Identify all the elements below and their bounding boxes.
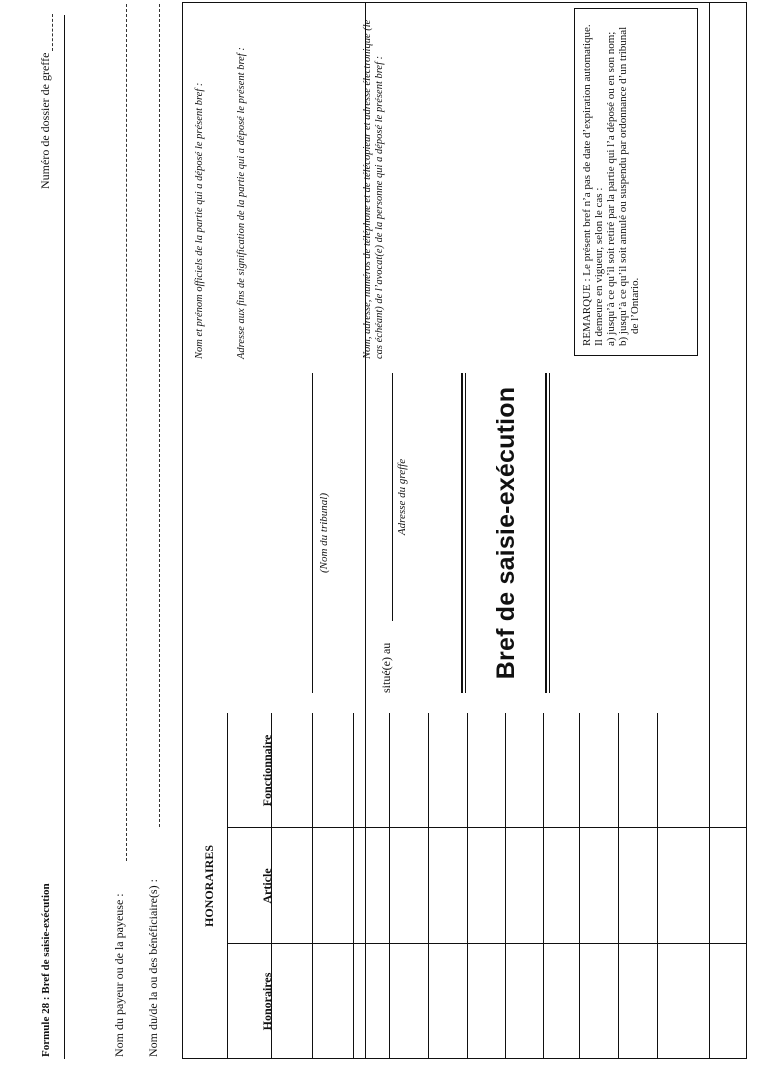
fees-column-divider-2 xyxy=(227,827,747,828)
payer-label: Nom du payeur ou de la payeuse : xyxy=(112,893,126,1057)
table-row xyxy=(579,713,580,1059)
remark-item-b: b) jusqu’à ce qu’il soit annulé ou suspendu par ordonnance d’un tribunal de l’Ontario. xyxy=(617,26,641,346)
form-title: Formule 28 : Bref de saisie-exécution xyxy=(40,883,52,1057)
table-row xyxy=(505,713,506,1059)
lawyer-contact-label: Nom, adresse, numéros de téléphone et de télécopieur et adresse électronique (le cas échéant) de l’avocat(e) de la personne qui a déposé le présent bref : xyxy=(362,19,385,359)
service-address-label: Adresse aux fins de signification de la partie qui a déposé le présent bref : xyxy=(236,47,247,359)
table-row xyxy=(353,713,354,1059)
file-number-field[interactable] xyxy=(52,14,53,51)
beneficiary-label: Nom du/de la ou des bénéficiaire(s) : xyxy=(146,879,160,1057)
header-rule xyxy=(64,15,65,1059)
filer-name-label: Nom et prénom officiels de la partie qui a déposé le présent bref : xyxy=(194,82,205,359)
table-row xyxy=(271,713,272,1059)
fees-header-rule xyxy=(227,713,228,1059)
title-rule-bottom-thin xyxy=(549,373,550,693)
column-header-article: Article xyxy=(260,868,274,904)
fees-title: HONORAIRES xyxy=(202,845,216,928)
located-at-label: situé(e) au xyxy=(379,642,393,693)
title-rule-bottom xyxy=(545,373,547,693)
remark-item-a: a) jusqu’à ce qu’il soit retiré par la partie qui l’a déposé ou en son nom; xyxy=(605,31,617,346)
remark-intro: REMARQUE : Le présent bref n’a pas de date d’expiration automatique. Il demeure en vigueur, selon le cas : xyxy=(581,24,605,346)
table-row xyxy=(543,713,544,1059)
court-address-line[interactable] xyxy=(392,373,393,621)
court-name-caption: (Nom du tribunal) xyxy=(318,492,330,574)
remark-list xyxy=(605,18,641,346)
court-address-caption: Adresse du greffe xyxy=(396,458,408,536)
file-number-label: Numéro de dossier de greffe xyxy=(38,52,52,189)
table-row xyxy=(389,713,390,1059)
table-row xyxy=(618,713,619,1059)
title-rule-top-thin xyxy=(465,373,466,693)
table-row xyxy=(312,713,313,1059)
table-row xyxy=(428,713,429,1059)
remark-box xyxy=(574,8,698,356)
table-row xyxy=(657,713,658,1059)
column-header-fonctionnaire: Fonctionnaire xyxy=(260,734,274,807)
document-title: Bref de saisie-exécution xyxy=(492,386,520,680)
column-header-honoraires: Honoraires xyxy=(260,972,274,1031)
fees-column-divider-1 xyxy=(227,943,747,944)
section-divider-2 xyxy=(709,2,710,1059)
payer-field[interactable] xyxy=(126,4,127,861)
beneficiary-field[interactable] xyxy=(159,4,160,827)
court-name-line[interactable] xyxy=(312,373,313,693)
title-rule-top xyxy=(461,373,463,693)
table-row xyxy=(467,713,468,1059)
